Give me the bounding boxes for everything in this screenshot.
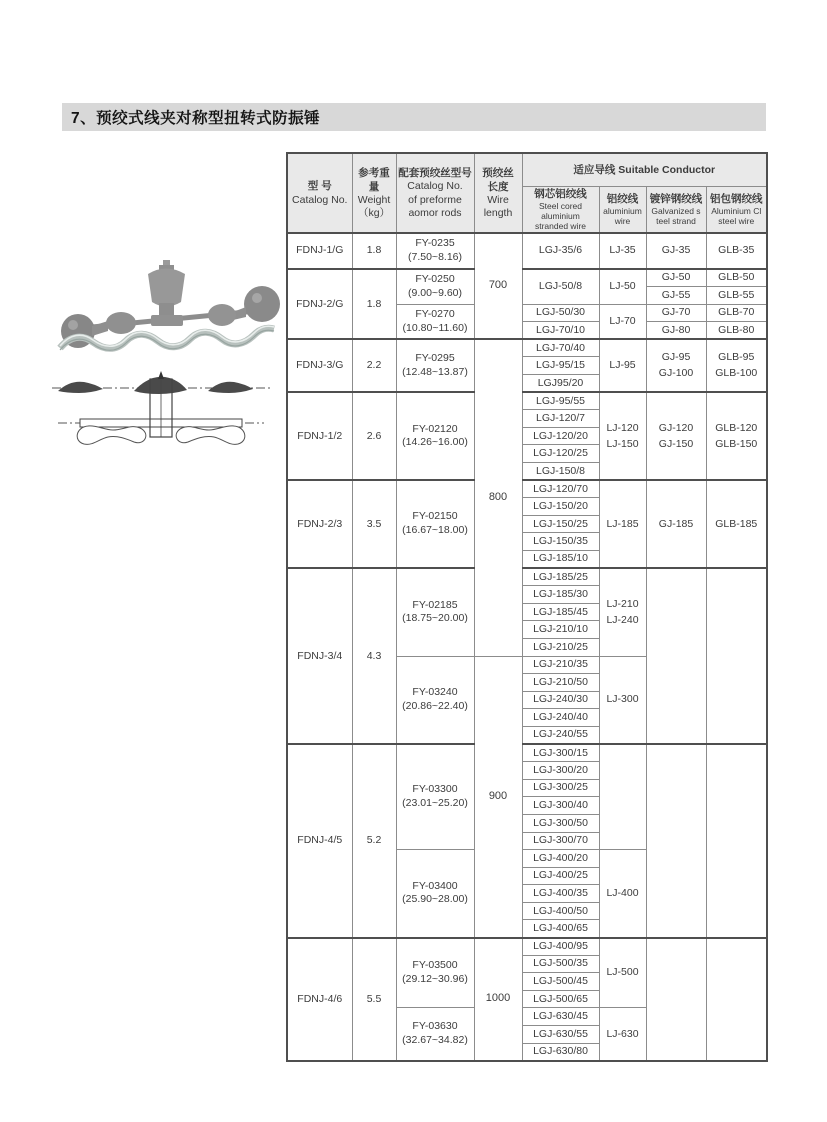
weight-cell: 5.2 xyxy=(352,744,396,938)
rod-cell xyxy=(396,744,474,850)
col-header-rods-en: aomor rods xyxy=(408,206,462,219)
lgj-cell: LGJ-240/55 xyxy=(522,726,599,744)
col-header-rods-en: Catalog No. xyxy=(407,180,463,193)
lgj-cell: LGJ-150/20 xyxy=(522,498,599,516)
lgj-cell: LGJ-95/55 xyxy=(522,392,599,410)
col-header-galvanized-steel xyxy=(646,186,706,233)
spec-table xyxy=(286,152,768,1062)
col-header-wire-length xyxy=(474,153,522,233)
right-dumbbell-outline xyxy=(176,426,245,444)
sub-header-en: aluminium wire xyxy=(603,206,642,227)
rod-cell xyxy=(396,392,474,480)
sub-header-en: Galvanized s teel strand xyxy=(651,206,701,227)
weight-cell: 1.8 xyxy=(352,233,396,269)
lgj-cell: LGJ-240/30 xyxy=(522,691,599,709)
col-header-catalog-en: Catalog No. xyxy=(292,193,348,206)
right-weight-bulb xyxy=(208,304,236,326)
rod-code: FY-0235 xyxy=(415,237,455,250)
rod-cell xyxy=(396,339,474,392)
section-title xyxy=(62,103,766,131)
rod-code: FY-03400 xyxy=(412,879,458,892)
clamp-bell xyxy=(148,269,185,307)
catalog-cell: FDNJ-2/G xyxy=(287,269,352,339)
lgj-cell: LGJ-300/25 xyxy=(522,779,599,797)
preformed-rod-hatch-left xyxy=(58,382,103,393)
catalog-cell: FDNJ-4/6 xyxy=(287,938,352,1061)
rod-cell xyxy=(396,269,474,304)
rod-cell xyxy=(396,1008,474,1061)
lgj-cell: LGJ-120/20 xyxy=(522,427,599,445)
clamp-base xyxy=(151,315,183,326)
lgj-cell: LGJ-400/65 xyxy=(522,920,599,938)
lgj-cell: LGJ-185/30 xyxy=(522,586,599,604)
left-weight-bulb xyxy=(106,312,136,334)
lgj-cell: LGJ-500/45 xyxy=(522,973,599,991)
lj-cell: LJ-300 xyxy=(599,656,646,744)
lj-value: LJ-120 xyxy=(606,421,639,434)
lj-value: LJ-210 xyxy=(606,597,639,610)
rod-range: (23.01~25.20) xyxy=(402,797,468,810)
lgj-cell: LGJ-35/6 xyxy=(522,233,599,269)
lj-cell xyxy=(599,568,646,656)
lgj-cell: LGJ-400/35 xyxy=(522,885,599,903)
col-header-aluminium-clad xyxy=(706,186,767,233)
sub-header-zh: 铝绞线 xyxy=(606,193,639,206)
sub-header-en: Aluminium Cl steel wire xyxy=(711,206,762,227)
lj-cell xyxy=(599,392,646,480)
glb-cell: GLB-35 xyxy=(706,233,767,269)
lj-value: LJ-240 xyxy=(606,613,639,626)
col-header-steel-cored xyxy=(522,186,599,233)
lgj-cell: LGJ-210/10 xyxy=(522,621,599,639)
lgj-cell: LGJ-150/25 xyxy=(522,515,599,533)
product-photo xyxy=(48,228,288,360)
lgj-cell: LGJ-300/40 xyxy=(522,797,599,815)
lgj-cell: LGJ-500/65 xyxy=(522,990,599,1008)
lj-cell: LJ-50 xyxy=(599,269,646,304)
weight-cell: 5.5 xyxy=(352,938,396,1061)
rod-code: FY-03240 xyxy=(412,686,458,699)
lgj-cell: LGJ-400/25 xyxy=(522,867,599,885)
lj-value: LJ-150 xyxy=(606,437,639,450)
left-dumbbell-outline xyxy=(77,426,146,444)
weight-cell: 2.6 xyxy=(352,392,396,480)
rod-range: (10.80~11.60) xyxy=(402,321,468,334)
sub-header-zh: 铝包钢绞线 xyxy=(710,193,763,206)
wire-length-cell: 800 xyxy=(474,339,522,656)
glb-cell: GLB-55 xyxy=(706,287,767,305)
lgj-cell: LGJ-630/45 xyxy=(522,1008,599,1026)
gj-cell xyxy=(646,744,706,938)
col-header-weight-en: Weight xyxy=(357,194,391,207)
gj-cell: GJ-70 xyxy=(646,304,706,322)
rod-range: (32.67~34.82) xyxy=(402,1034,468,1047)
glb-cell: GLB-80 xyxy=(706,322,767,340)
col-header-conductor-text: 适应导线 Suitable Conductor xyxy=(573,163,716,176)
rod-cell xyxy=(396,304,474,339)
wire-length-cell: 1000 xyxy=(474,938,522,1061)
lgj-cell: LGJ95/20 xyxy=(522,375,599,393)
gj-cell xyxy=(646,339,706,392)
col-header-wire-en: length xyxy=(483,207,513,220)
rod-range: (7.50~8.16) xyxy=(408,251,462,263)
sub-header-zh: 钢芯铝绞线 xyxy=(534,188,587,201)
gj-value: GJ-150 xyxy=(658,437,694,450)
rod-code: FY-03500 xyxy=(412,959,458,972)
rod-code: FY-0295 xyxy=(415,352,455,365)
glb-cell xyxy=(706,568,767,744)
glb-value: GLB-120 xyxy=(715,421,758,434)
glb-cell: GLB-185 xyxy=(706,480,767,568)
lgj-cell: LGJ-630/80 xyxy=(522,1043,599,1061)
col-header-weight-unit: （kg） xyxy=(357,207,391,220)
lgj-cell: LGJ-210/50 xyxy=(522,674,599,692)
arrow-up xyxy=(158,371,164,379)
lgj-cell: LGJ-300/20 xyxy=(522,762,599,780)
lgj-cell: LGJ-70/10 xyxy=(522,322,599,340)
rod-range: (16.67~18.00) xyxy=(402,524,468,537)
technical-drawing xyxy=(50,366,272,458)
col-header-wire-zh: 预绞丝 xyxy=(482,166,514,179)
rod-code: FY-02120 xyxy=(412,422,458,435)
catalog-cell: FDNJ-1/G xyxy=(287,233,352,269)
section-title-text: 7、预绞式线夹对称型扭转式防振锤 xyxy=(71,110,321,127)
rod-code: FY-0250 xyxy=(415,273,455,286)
lgj-cell: LGJ-185/25 xyxy=(522,568,599,586)
rod-code: FY-02185 xyxy=(412,598,458,611)
rod-cell xyxy=(396,656,474,744)
lgj-cell: LGJ-150/35 xyxy=(522,533,599,551)
lgj-cell: LGJ-50/8 xyxy=(522,269,599,304)
gj-cell: GJ-50 xyxy=(646,269,706,287)
wire-length-cell: 700 xyxy=(474,233,522,339)
lgj-cell: LGJ-630/55 xyxy=(522,1026,599,1044)
rod-range: (12.48~13.87) xyxy=(402,365,468,378)
col-header-catalog-zh: 型 号 xyxy=(307,180,332,193)
weight-cell: 1.8 xyxy=(352,269,396,339)
lgj-cell: LGJ-95/15 xyxy=(522,357,599,375)
col-header-conductor-group xyxy=(522,153,767,186)
gj-cell: GJ-35 xyxy=(646,233,706,269)
weight-cell: 2.2 xyxy=(352,339,396,392)
lj-cell: LJ-95 xyxy=(599,339,646,392)
lgj-cell: LGJ-185/45 xyxy=(522,603,599,621)
glb-value: GLB-100 xyxy=(715,367,758,380)
gj-cell xyxy=(646,568,706,744)
glb-value: GLB-95 xyxy=(718,351,755,364)
col-header-rods xyxy=(396,153,474,233)
col-header-wire-zh: 长度 xyxy=(487,180,509,193)
clamp-stem xyxy=(159,303,174,317)
col-header-rods-en: of preforme xyxy=(408,193,462,206)
lgj-cell: LGJ-120/7 xyxy=(522,410,599,428)
rod-range: (9.00~9.60) xyxy=(408,286,462,299)
gj-value: GJ-120 xyxy=(658,421,694,434)
lj-cell: LJ-35 xyxy=(599,233,646,269)
rod-cell xyxy=(396,233,474,269)
col-header-weight xyxy=(352,153,396,233)
lj-cell xyxy=(599,744,646,850)
col-header-catalog xyxy=(287,153,352,233)
lgj-cell: LGJ-300/50 xyxy=(522,814,599,832)
col-header-rods-zh: 配套预绞丝型号 xyxy=(398,167,472,180)
highlight xyxy=(252,293,262,303)
rod-code: FY-03300 xyxy=(412,783,458,796)
rod-range: (14.26~16.00) xyxy=(402,436,468,449)
catalog-cell: FDNJ-2/3 xyxy=(287,480,352,568)
gj-cell: GJ-55 xyxy=(646,287,706,305)
lgj-cell: LGJ-120/70 xyxy=(522,480,599,498)
rod-code: FY-0270 xyxy=(415,307,455,320)
lgj-cell: LGJ-150/8 xyxy=(522,463,599,481)
lgj-cell: LGJ-210/35 xyxy=(522,656,599,674)
lgj-cell: LGJ-500/35 xyxy=(522,955,599,973)
rod-code: FY-02150 xyxy=(412,510,458,523)
lj-cell: LJ-70 xyxy=(599,304,646,339)
wire-length-cell: 900 xyxy=(474,656,522,938)
lgj-cell: LGJ-120/25 xyxy=(522,445,599,463)
lgj-cell: LGJ-400/95 xyxy=(522,938,599,956)
col-header-aluminium-wire xyxy=(599,186,646,233)
lgj-cell: LGJ-70/40 xyxy=(522,339,599,357)
glb-cell xyxy=(706,339,767,392)
catalog-cell: FDNJ-4/5 xyxy=(287,744,352,938)
gj-cell xyxy=(646,392,706,480)
rod-cell xyxy=(396,850,474,938)
lgj-cell: LGJ-185/10 xyxy=(522,551,599,569)
col-header-wire-en: Wire xyxy=(487,194,509,207)
weight-cell: 3.5 xyxy=(352,480,396,568)
lgj-cell: LGJ-50/30 xyxy=(522,304,599,322)
right-weight-ball xyxy=(244,286,280,322)
sub-header-zh: 镀锌钢绞线 xyxy=(649,193,703,206)
glb-value: GLB-150 xyxy=(715,437,758,450)
preformed-rod-hatch-right xyxy=(208,382,253,393)
glb-cell: GLB-50 xyxy=(706,269,767,287)
glb-cell: GLB-70 xyxy=(706,304,767,322)
gj-cell xyxy=(646,938,706,1061)
lj-cell: LJ-185 xyxy=(599,480,646,568)
lj-cell: LJ-400 xyxy=(599,850,646,938)
gj-cell: GJ-185 xyxy=(646,480,706,568)
rod-range: (20.86~22.40) xyxy=(402,699,468,712)
weight-cell: 4.3 xyxy=(352,568,396,744)
rod-cell xyxy=(396,480,474,568)
col-header-weight-zh: 参考重量 xyxy=(358,166,390,193)
catalog-cell: FDNJ-3/G xyxy=(287,339,352,392)
catalog-cell: FDNJ-3/4 xyxy=(287,568,352,744)
lgj-cell: LGJ-300/70 xyxy=(522,832,599,850)
left-weight-neck xyxy=(92,321,108,336)
rod-code: FY-03630 xyxy=(412,1020,458,1033)
lgj-cell: LGJ-240/40 xyxy=(522,709,599,727)
highlight xyxy=(68,320,78,330)
lj-cell: LJ-500 xyxy=(599,938,646,1008)
lgj-cell: LGJ-400/50 xyxy=(522,902,599,920)
gj-value: GJ-100 xyxy=(658,367,694,380)
lgj-cell: LGJ-210/25 xyxy=(522,638,599,656)
sub-header-en: Steel cored aluminium stranded wire xyxy=(534,201,587,232)
rod-range: (25.90~28.00) xyxy=(402,893,468,906)
lgj-cell: LGJ-400/20 xyxy=(522,850,599,868)
glb-cell xyxy=(706,392,767,480)
rod-cell xyxy=(396,938,474,1008)
glb-cell xyxy=(706,744,767,938)
rod-cell xyxy=(396,568,474,656)
lgj-cell: LGJ-300/15 xyxy=(522,744,599,762)
lj-cell: LJ-630 xyxy=(599,1008,646,1061)
rod-range: (18.75~20.00) xyxy=(402,612,468,625)
rod-range: (29.12~30.96) xyxy=(402,973,468,985)
gj-value: GJ-95 xyxy=(661,351,691,364)
glb-cell xyxy=(706,938,767,1061)
catalog-cell: FDNJ-1/2 xyxy=(287,392,352,480)
gj-cell: GJ-80 xyxy=(646,322,706,340)
